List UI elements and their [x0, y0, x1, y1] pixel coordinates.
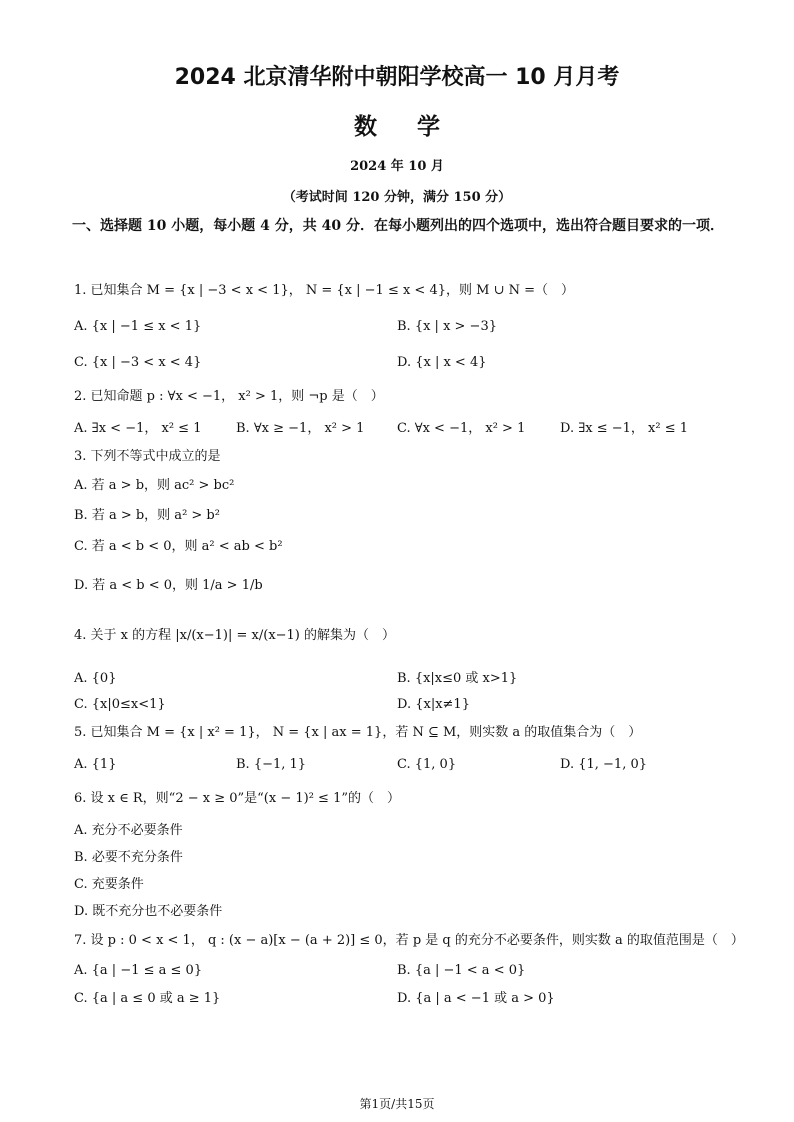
question-4-option-c: C. {x|0≤x<1} — [74, 697, 166, 712]
question-1-stem: 1. 已知集合 M = {x | −3 < x < 1}， N = {x | −1 ≤ x < 4}，则 M ∪ N =（ ） — [74, 283, 574, 298]
question-7-option-a: A. {a | −1 ≤ a ≤ 0} — [74, 963, 203, 978]
question-3-option-c: C. 若 a < b < 0，则 a² < ab < b² — [74, 539, 283, 554]
subject-title: 数学 — [354, 114, 480, 140]
question-3-option-b: B. 若 a > b，则 a² > b² — [74, 508, 220, 523]
question-6-stem: 6. 设 x ∈ R，则“2 − x ≥ 0”是“(x − 1)² ≤ 1”的（ ） — [74, 791, 400, 806]
question-3-stem: 3. 下列不等式中成立的是 — [74, 449, 221, 464]
question-5-option-a: A. {1} — [74, 757, 117, 772]
question-4-option-b: B. {x|x≤0 或 x>1} — [397, 671, 518, 686]
question-6-option-b: B. 必要不充分条件 — [74, 850, 183, 865]
question-6-option-d: D. 既不充分也不必要条件 — [74, 904, 223, 919]
page-number: 第1页/共15页 — [359, 1097, 435, 1111]
exam-info: （考试时间 120 分钟，满分 150 分） — [282, 190, 512, 205]
question-1-option-a: A. {x | −1 ≤ x < 1} — [74, 319, 202, 334]
question-7-option-b: B. {a | −1 < a < 0} — [397, 963, 526, 978]
exam-date: 2024 年 10 月 — [350, 159, 444, 174]
exam-title: 2024 北京清华附中朝阳学校高一 10 月月考 — [174, 65, 620, 90]
question-4-stem: 4. 关于 x 的方程 |x/(x−1)| = x/(x−1) 的解集为（ ） — [74, 628, 396, 643]
question-7-stem: 7. 设 p : 0 < x < 1， q : (x − a)[x − (a + 2)] ≤ 0，若 p 是 q 的充分不必要条件，则实数 a 的取值范围是（ ） — [74, 933, 744, 948]
question-3-option-a: A. 若 a > b，则 ac² > bc² — [74, 478, 235, 493]
question-1-option-b: B. {x | x > −3} — [397, 319, 497, 334]
question-4-option-a: A. {0} — [74, 671, 117, 686]
question-1-option-c: C. {x | −3 < x < 4} — [74, 355, 202, 370]
question-4-option-d: D. {x|x≠1} — [397, 697, 470, 712]
question-2-option-a: A. ∃x < −1， x² ≤ 1 — [74, 421, 202, 436]
question-2-option-c: C. ∀x < −1， x² > 1 — [397, 421, 526, 436]
question-2-option-b: B. ∀x ≥ −1， x² > 1 — [236, 421, 365, 436]
question-6-option-a: A. 充分不必要条件 — [74, 823, 183, 838]
question-5-option-c: C. {1, 0} — [397, 757, 457, 772]
question-6-option-c: C. 充要条件 — [74, 877, 144, 892]
question-2-stem: 2. 已知命题 p : ∀x < −1， x² > 1，则 ¬p 是（ ） — [74, 389, 384, 404]
question-7-option-c: C. {a | a ≤ 0 或 a ≥ 1} — [74, 991, 221, 1006]
question-5-stem: 5. 已知集合 M = {x | x² = 1}， N = {x | ax = 1}，若 N ⊆ M，则实数 a 的取值集合为（ ） — [74, 725, 642, 740]
question-5-option-d: D. {1, −1, 0} — [560, 757, 648, 772]
question-7-option-d: D. {a | a < −1 或 a > 0} — [397, 991, 555, 1006]
question-2-option-d: D. ∃x ≤ −1， x² ≤ 1 — [560, 421, 689, 436]
question-3-option-d: D. 若 a < b < 0，则 1/a > 1/b — [74, 578, 263, 593]
question-5-option-b: B. {−1, 1} — [236, 757, 307, 772]
section-heading: 一、选择题 10 小题，每小题 4 分，共 40 分．在每小题列出的四个选项中，选出符合题目要求的一项． — [72, 218, 724, 234]
question-1-option-d: D. {x | x < 4} — [397, 355, 487, 370]
